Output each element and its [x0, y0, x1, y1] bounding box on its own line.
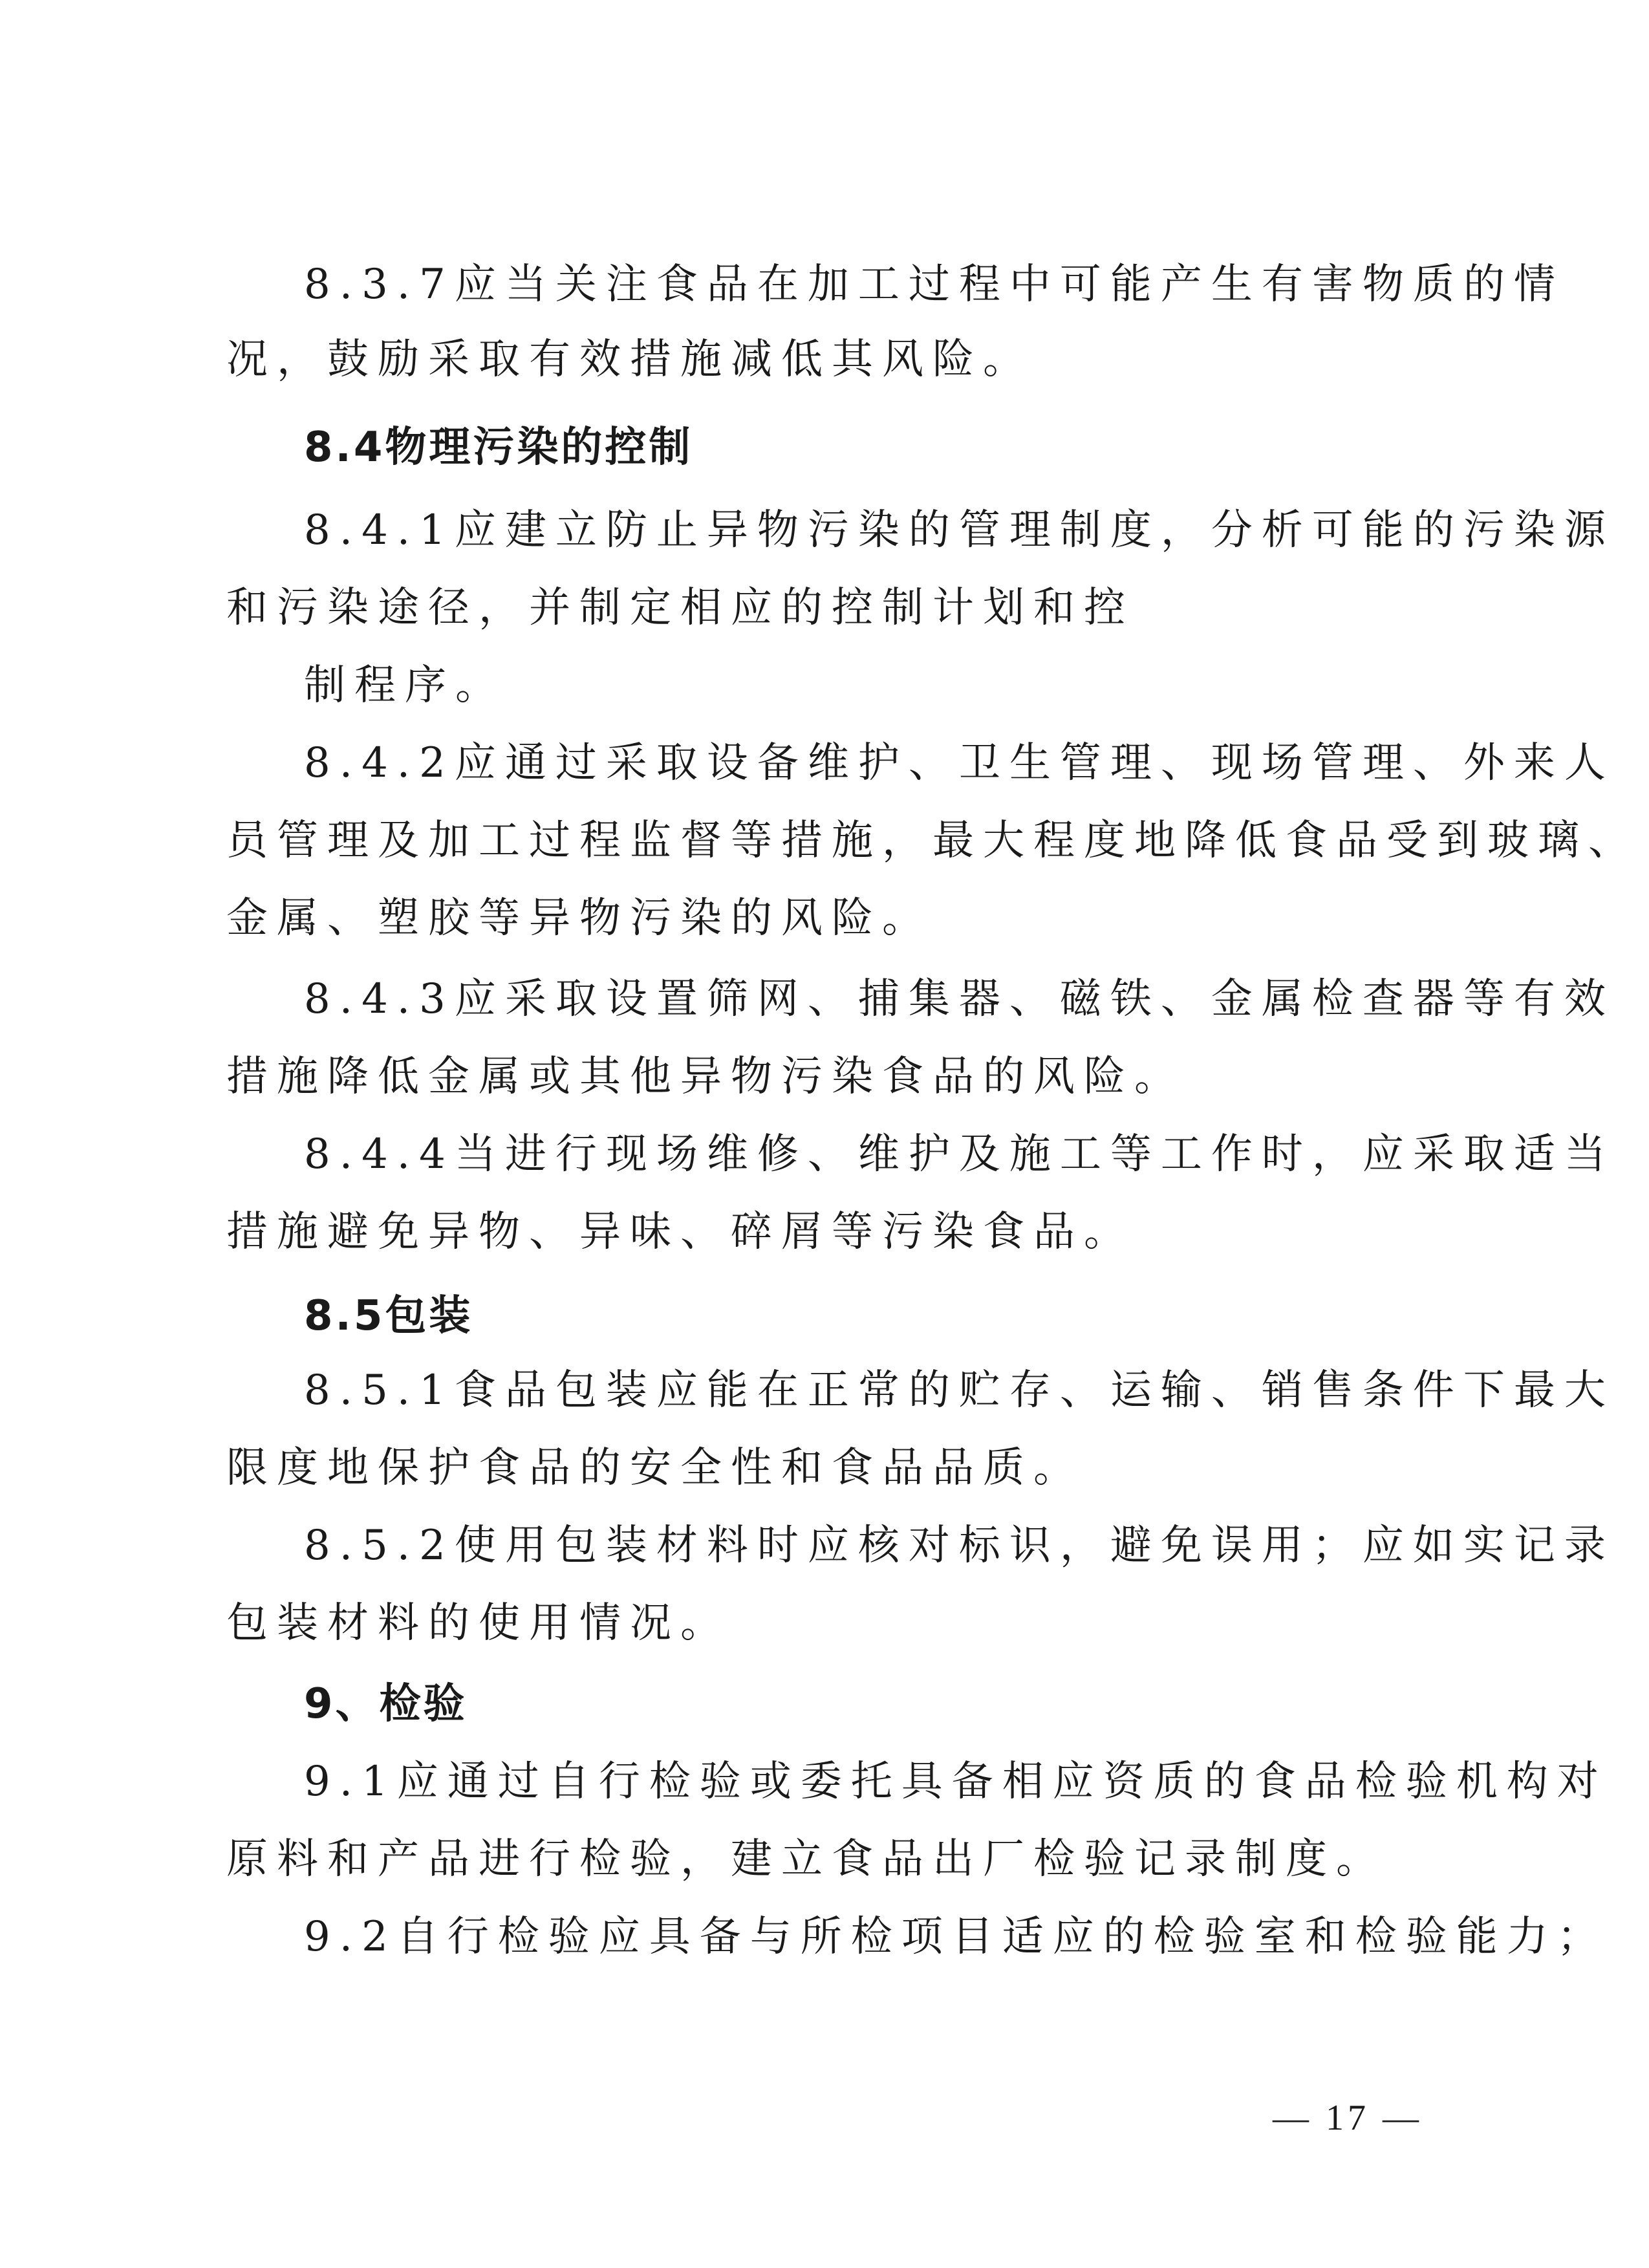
- paragraph-8-4-4-line-2: 措施避免异物、异味、碎屑等污染食品。: [226, 1208, 1134, 1256]
- paragraph-8-4-2-line-1: 8.4.2应通过采取设备维护、卫生管理、现场管理、外来人: [304, 739, 1615, 787]
- paragraph-8-3-7-line-1: 8.3.7应当关注食品在加工过程中可能产生有害物质的情: [304, 261, 1564, 308]
- paragraph-8-4-4-line-1: 8.4.4当进行现场维修、维护及施工等工作时，应采取适当: [304, 1130, 1615, 1178]
- section-heading-8-4: 8.4物理污染的控制: [304, 424, 693, 471]
- paragraph-9-1-line-1: 9.1应通过自行检验或委托具备相应资质的食品检验机构对: [304, 1758, 1608, 1806]
- page-number: — 17 —: [1273, 2098, 1423, 2138]
- section-heading-9: 9、检验: [304, 1680, 468, 1728]
- paragraph-8-4-1-line-2: 和污染途径，并制定相应的控制计划和控: [226, 584, 1134, 632]
- paragraph-8-4-1-line-3: 制程序。: [304, 662, 506, 709]
- paragraph-8-4-1-line-1: 8.4.1应建立防止异物污染的管理制度，分析可能的污染源: [304, 506, 1615, 554]
- paragraph-8-5-2-line-1: 8.5.2使用包装材料时应核对标识，避免误用；应如实记录: [304, 1522, 1615, 1570]
- paragraph-8-5-1-line-2: 限度地保护食品的安全性和食品品质。: [226, 1444, 1084, 1492]
- paragraph-8-3-7-line-2: 况，鼓励采取有效措施减低其风险。: [226, 336, 1033, 383]
- section-heading-8-5: 8.5包装: [304, 1292, 473, 1340]
- paragraph-8-5-1-line-1: 8.5.1食品包装应能在正常的贮存、运输、销售条件下最大: [304, 1366, 1615, 1414]
- paragraph-8-4-2-line-3: 金属、塑胶等异物污染的风险。: [226, 894, 932, 942]
- paragraph-9-2-line-1: 9.2自行检验应具备与所检项目适应的检验室和检验能力；: [304, 1913, 1608, 1961]
- paragraph-8-5-2-line-2: 包装材料的使用情况。: [226, 1599, 731, 1647]
- paragraph-9-1-line-2: 原料和产品进行检验，建立食品出厂检验记录制度。: [226, 1835, 1386, 1883]
- paragraph-8-4-3-line-1: 8.4.3应采取设置筛网、捕集器、磁铁、金属检查器等有效: [304, 975, 1615, 1023]
- paragraph-8-4-2-line-2: 员管理及加工过程监督等措施，最大程度地降低食品受到玻璃、: [226, 817, 1639, 865]
- paragraph-8-4-3-line-2: 措施降低金属或其他异物污染食品的风险。: [226, 1053, 1185, 1101]
